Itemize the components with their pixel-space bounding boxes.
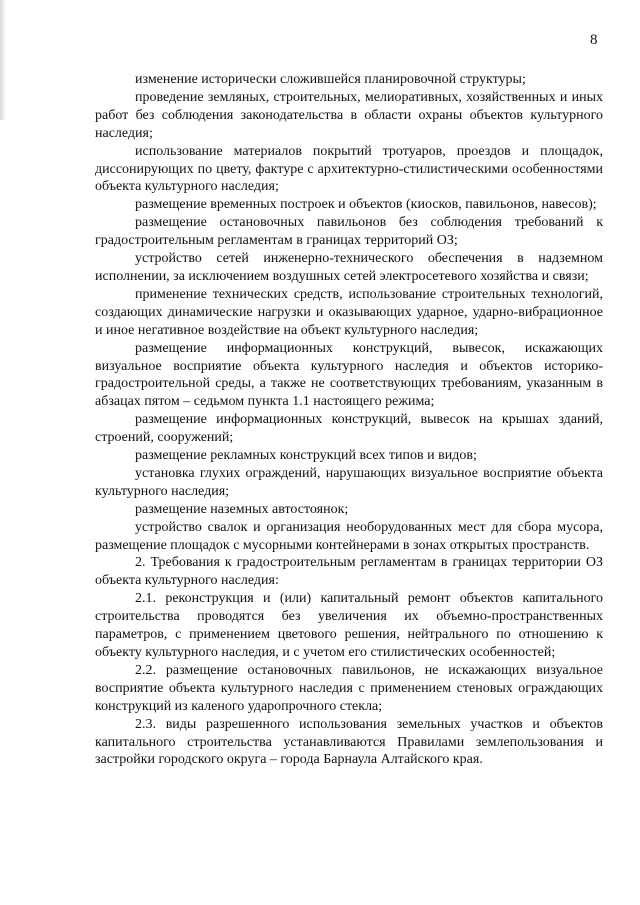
paragraph: устройство свалок и организация необорудованных мест для сбора мусора, размещение площадок с мусорными контейнерами в зонах открытых пространств. xyxy=(95,519,603,553)
paragraph: изменение исторически сложившейся планировочной структуры; xyxy=(135,72,526,87)
paragraph: установка глухих ограждений, нарушающих визуальное восприятие объекта культурного наследия; xyxy=(95,465,603,499)
paragraph: размещение рекламных конструкций всех типов и видов; xyxy=(135,448,477,464)
paragraph: применение технических средств, использование строительных технологий, создающих динамические нагрузки и оказывающих ударное, ударно-вибрационное и иное негативное воздействие на объект культурного наследия; xyxy=(95,286,603,338)
paragraph: размещение информационных конструкций, вывесок, искажающих визуальное восприятие объекта культурного наследия и объектов историко-градостроительной среды, а также не соответствующих требованиям, указанным в абзацах пятом – седьмом пункта 1.1 настоящего режима; xyxy=(95,340,603,410)
page-number: 8 xyxy=(590,32,598,48)
paragraph: 2.3. виды разрешенного использования земельных участков и объектов капитального строительства устанавливаются Правилами землепользования и застройки городского округа – города Барнаула Алтайского края. xyxy=(95,716,603,768)
paragraph: размещение временных построек и объектов (киосков, павильонов, навесов); xyxy=(135,197,597,213)
section-heading: 2. Требования к градостроительным регламентам в границах территории ОЗ объекта культурного наследия: xyxy=(95,555,603,589)
paragraph: размещение остановочных павильонов без соблюдения требований к градостроительным регламентам в границах территорий ОЗ; xyxy=(95,215,603,249)
document-body xyxy=(95,71,603,769)
scan-edge-shadow xyxy=(0,0,6,120)
paragraph: размещение информационных конструкций, вывесок на крышах зданий, строений, сооружений; xyxy=(95,412,603,446)
paragraph: 2.2. размещение остановочных павильонов, не искажающих визуальное восприятие объекта культурного наследия с применением стеновых ограждающих конструкций из каленого ударопрочного стекла; xyxy=(95,662,603,714)
paragraph: проведение земляных, строительных, мелиоративных, хозяйственных и иных работ без соблюдения законодательства в области охраны объектов культурного наследия; xyxy=(95,89,603,141)
paragraph: 2.1. реконструкция и (или) капитальный ремонт объектов капитального строительства проводятся без увеличения их объемно-пространственных параметров, с применением цветового решения, нейтрального по отношению к объекту культурного наследия, и с учетом его стилистических особенностей; xyxy=(95,591,603,660)
paragraph: размещение наземных автостоянок; xyxy=(135,501,349,517)
paragraph: использование материалов покрытий тротуаров, проездов и площадок, диссонирующих по цвету, фактуре с архитектурно-стилистическими особенностями объекта культурного наследия; xyxy=(95,143,603,195)
paragraph: устройство сетей инженерно-технического обеспечения в надземном исполнении, за исключением воздушных сетей электросетевого хозяйства и связи; xyxy=(95,251,603,284)
